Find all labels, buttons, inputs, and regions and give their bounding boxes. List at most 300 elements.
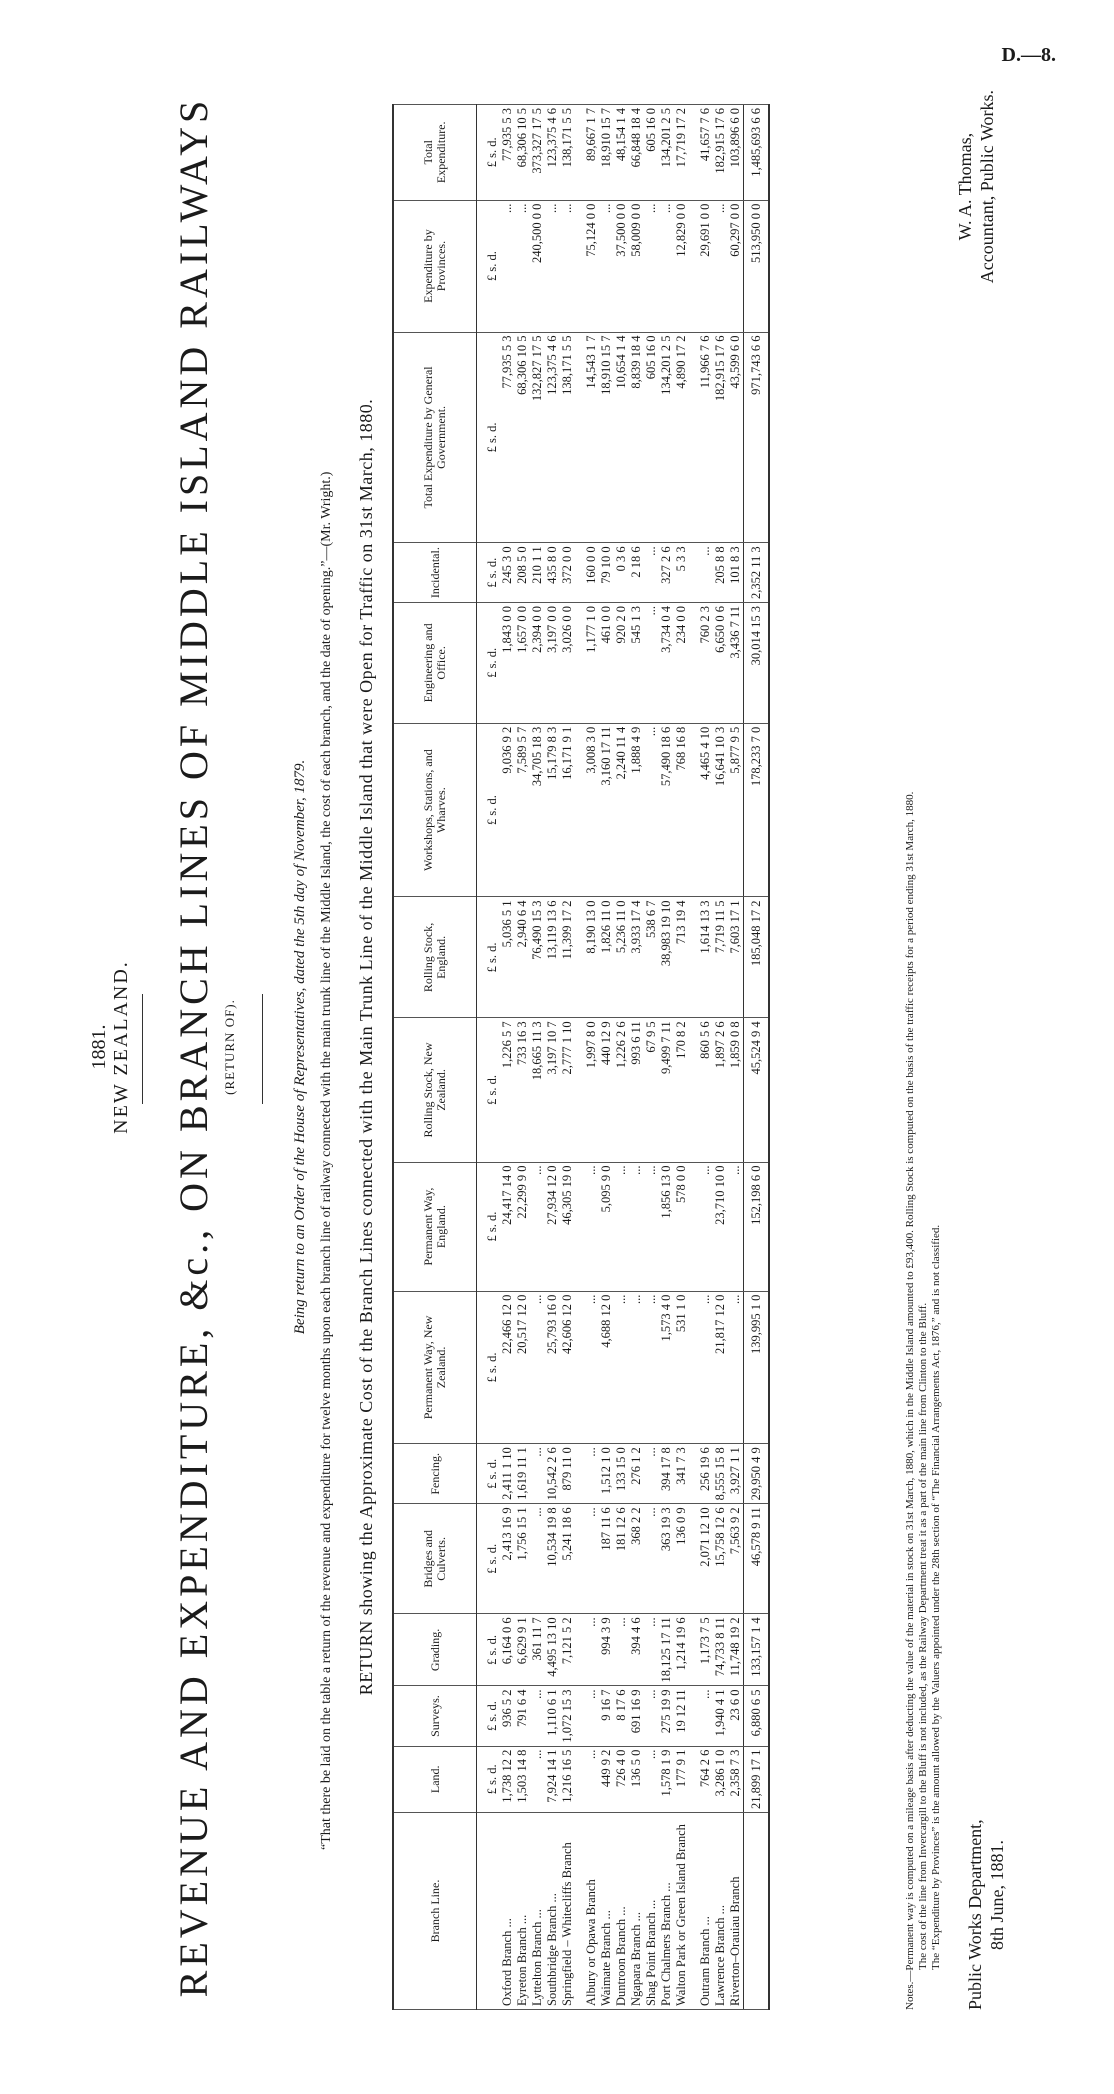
col-permanent-way-england: Permanent Way, England. <box>393 1162 477 1291</box>
table-cell: 5,241 18 6 <box>560 1504 575 1614</box>
total-cell: 139,995 1 0 <box>744 1291 770 1444</box>
table-cell: 5,095 9 0 <box>599 1162 614 1291</box>
units-cell: £ s. d. <box>477 603 501 724</box>
branch-name: Waimate Branch ... <box>599 1813 614 2010</box>
table-cell: ... <box>644 200 659 332</box>
spacer-cell <box>689 1686 698 1746</box>
table-cell: 234 0 0 <box>674 603 689 724</box>
table-cell: 18,910 15 7 <box>599 332 614 543</box>
table-cell: ... <box>584 1686 599 1746</box>
table-cell: 181 12 6 <box>614 1504 629 1614</box>
table-cell: 6,629 9 1 <box>515 1614 530 1686</box>
table-cell: 43,599 6 0 <box>728 332 744 543</box>
table-cell: ... <box>584 1746 599 1812</box>
spacer-cell <box>575 1162 584 1291</box>
units-cell: £ s. d. <box>477 1162 501 1291</box>
branch-lines-table <box>392 104 770 2010</box>
table-cell: ... <box>530 1444 545 1504</box>
table-cell: 368 2 2 <box>629 1504 644 1614</box>
table-row <box>584 105 599 2010</box>
table-cell: 461 0 0 <box>599 603 614 724</box>
table-cell: ... <box>659 200 674 332</box>
table-cell: 12,829 0 0 <box>674 200 689 332</box>
table-cell: 449 9 2 <box>599 1746 614 1812</box>
table-cell: 18,665 11 3 <box>530 1018 545 1162</box>
table-cell: 1,826 11 0 <box>599 897 614 1018</box>
table-caption: RETURN showing the Approximate Cost of the Branch Lines connected with the Main Trunk Line of the Middle Island that were Open for Traffic on 31st March, 1880. <box>356 398 376 1696</box>
department: Public Works Department, <box>965 1819 985 2010</box>
table-cell: ... <box>614 1162 629 1291</box>
spacer-cell <box>575 543 584 603</box>
table-cell: 10,534 19 8 <box>545 1504 560 1614</box>
table-cell: ... <box>530 1746 545 1812</box>
spacer-cell <box>689 200 698 332</box>
branch-name: Port Chalmers Branch ... <box>659 1813 674 2010</box>
signature-block <box>954 90 998 283</box>
note-3: The “Expenditure by Provinces” is the amount allowed by the Valuers appointed under the 28th section of “The Financial Arrangements Act, 1876,” and is not classified. <box>930 1224 942 1970</box>
table-cell: 3,734 0 4 <box>659 603 674 724</box>
table-cell: 578 0 0 <box>674 1162 689 1291</box>
branch-name: Shag Point Branch ... <box>644 1813 659 2010</box>
spacer-cell <box>689 332 698 543</box>
table-cell: 275 19 9 <box>659 1686 674 1746</box>
table-row <box>614 105 629 2010</box>
col-rolling-stock-england: Rolling Stock, England. <box>393 897 477 1018</box>
table-cell: 182,915 17 6 <box>713 105 728 201</box>
spacer-cell <box>575 1444 584 1504</box>
header-rule <box>142 994 143 1104</box>
note-1: Notes.—Permanent way is computed on a mileage basis after deducting the value of the material in stock on 31st March, 1880, which in the Middle Island amounted to £93,400. Rolling Stock is computed on the basis of the traffic receipts for a period ending 31st March, 1880. <box>904 791 916 2010</box>
spacer-row <box>575 105 584 2010</box>
table-cell: 373,327 17 5 <box>530 105 545 201</box>
spacer-cell <box>575 200 584 332</box>
branch-name: Albury or Opawa Branch <box>584 1813 599 2010</box>
table-cell: 2,940 6 4 <box>515 897 530 1018</box>
table-cell: 4,495 13 10 <box>545 1614 560 1686</box>
spacer-cell <box>575 1813 584 2010</box>
table-cell: 16,171 9 1 <box>560 723 575 897</box>
table-cell: ... <box>644 603 659 724</box>
units-cell: £ s. d. <box>477 723 501 897</box>
country: NEW ZEALAND. <box>110 960 132 1134</box>
table-cell: ... <box>584 1162 599 1291</box>
table-cell: ... <box>728 1162 744 1291</box>
table-cell: 6,650 0 6 <box>713 603 728 724</box>
table-cell: 1,614 13 3 <box>698 897 713 1018</box>
total-cell: 185,048 17 2 <box>744 897 770 1018</box>
table-cell: ... <box>530 1686 545 1746</box>
table-cell: 16,641 10 3 <box>713 723 728 897</box>
table-cell: 7,589 5 7 <box>515 723 530 897</box>
table-cell: 1,578 1 9 <box>659 1746 674 1812</box>
table-cell: 22,466 12 0 <box>500 1291 515 1444</box>
table-cell: 545 1 3 <box>629 603 644 724</box>
table-cell: ... <box>530 1162 545 1291</box>
table-cell: 15,758 12 6 <box>713 1504 728 1614</box>
table-cell: 531 1 0 <box>674 1291 689 1444</box>
spacer-cell <box>689 105 698 201</box>
table-cell: 394 4 6 <box>629 1614 644 1686</box>
table-cell: 134,201 2 5 <box>659 332 674 543</box>
table-cell: 1,503 14 8 <box>515 1746 530 1812</box>
table-row <box>659 105 674 2010</box>
spacer-cell <box>575 603 584 724</box>
table-cell: 132,827 17 5 <box>530 332 545 543</box>
units-cell: £ s. d. <box>477 543 501 603</box>
units-cell: £ s. d. <box>477 1504 501 1614</box>
total-cell: 1,485,693 6 6 <box>744 105 770 201</box>
col-engineering-office: Engineering and Office. <box>393 603 477 724</box>
table-cell: 48,154 1 4 <box>614 105 629 201</box>
table-cell: 19 12 11 <box>674 1686 689 1746</box>
branch-name: Oxford Branch ... <box>500 1813 515 2010</box>
table-cell: ... <box>599 200 614 332</box>
table-cell: 7,719 11 5 <box>713 897 728 1018</box>
table-cell: 136 5 0 <box>629 1746 644 1812</box>
table-cell: 67 9 5 <box>644 1018 659 1162</box>
table-row <box>629 105 644 2010</box>
total-cell: 133,157 1 4 <box>744 1614 770 1686</box>
total-cell: 152,198 6 0 <box>744 1162 770 1291</box>
table-row <box>515 105 530 2010</box>
table-cell: 1,512 1 0 <box>599 1444 614 1504</box>
table-cell: 5 3 3 <box>674 543 689 603</box>
table-cell: 1,843 0 0 <box>500 603 515 724</box>
table-cell: ... <box>614 1614 629 1686</box>
table-cell: 1,888 4 9 <box>629 723 644 897</box>
table-cell: 89,667 1 7 <box>584 105 599 201</box>
table-cell: 27,934 12 0 <box>545 1162 560 1291</box>
table-cell: 11,966 7 6 <box>698 332 713 543</box>
table-cell: 37,500 0 0 <box>614 200 629 332</box>
table-cell: 713 19 4 <box>674 897 689 1018</box>
spacer-cell <box>689 603 698 724</box>
table-row <box>728 105 744 2010</box>
table-cell: 2,411 1 10 <box>500 1444 515 1504</box>
table-cell: 4,890 17 2 <box>674 332 689 543</box>
signatory: W. A. Thomas, <box>955 132 975 241</box>
table-cell: 691 16 9 <box>629 1686 644 1746</box>
table-cell: 1,619 11 1 <box>515 1444 530 1504</box>
table-cell: 1,940 4 1 <box>713 1686 728 1746</box>
table-cell: 1,856 13 0 <box>659 1162 674 1291</box>
table-cell: 23,710 10 0 <box>713 1162 728 1291</box>
table-cell: ... <box>698 1686 713 1746</box>
table-cell: ... <box>560 200 575 332</box>
branch-name: Walton Park or Green Island Branch <box>674 1813 689 2010</box>
table-cell: 1,738 12 2 <box>500 1746 515 1812</box>
table-cell: ... <box>644 543 659 603</box>
table-cell: ... <box>584 1504 599 1614</box>
table-cell: 327 2 6 <box>659 543 674 603</box>
total-cell: 971,743 6 6 <box>744 332 770 543</box>
table-cell: 10,654 1 4 <box>614 332 629 543</box>
col-bridges-culverts: Bridges and Culverts. <box>393 1504 477 1614</box>
spacer-cell <box>575 105 584 201</box>
notes <box>904 310 943 2010</box>
table-cell: 435 8 0 <box>545 543 560 603</box>
return-order-line: Being return to an Order of the House of Representatives, dated the 5th day of November, 1879. <box>292 759 308 1335</box>
table-cell: ... <box>644 1614 659 1686</box>
table-cell: ... <box>644 1686 659 1746</box>
total-cell: 513,950 0 0 <box>744 200 770 332</box>
table-row <box>674 105 689 2010</box>
table-cell: 2,413 16 9 <box>500 1504 515 1614</box>
table-cell: 7,924 14 1 <box>545 1746 560 1812</box>
table-cell: 993 6 11 <box>629 1018 644 1162</box>
table-row <box>530 105 545 2010</box>
note-2: The cost of the line from Invercargill to the Bluff is not included, as the Railway Department treat it as a part of the main line from Clinton to the Bluff. <box>917 1302 929 1970</box>
table-cell: 768 16 8 <box>674 723 689 897</box>
total-cell: 2,352 11 3 <box>744 543 770 603</box>
branch-name: Riverton–Orauiau Branch <box>728 1813 744 2010</box>
spacer-cell <box>689 1746 698 1812</box>
table-cell: ... <box>698 543 713 603</box>
col-fencing: Fencing. <box>393 1444 477 1504</box>
spacer-cell <box>575 1614 584 1686</box>
main-title: REVENUE AND EXPENDITURE, &c., ON BRANCH LINES OF MIDDLE ISLAND RAILWAYS <box>171 96 216 1998</box>
table-cell: ... <box>644 1162 659 1291</box>
table-cell: 15,179 8 3 <box>545 723 560 897</box>
totals-label <box>744 1813 770 2010</box>
table-cell: 133 15 0 <box>614 1444 629 1504</box>
table-cell: 11,748 19 2 <box>728 1614 744 1686</box>
table-cell: 2,071 12 10 <box>698 1504 713 1614</box>
total-cell: 21,899 17 1 <box>744 1746 770 1812</box>
table-cell: ... <box>584 1614 599 1686</box>
units-cell: £ s. d. <box>477 1614 501 1686</box>
spacer-cell <box>689 1291 698 1444</box>
table-cell: 1,997 8 0 <box>584 1018 599 1162</box>
table-cell: 860 5 6 <box>698 1018 713 1162</box>
table-cell: 3,008 3 0 <box>584 723 599 897</box>
table-cell: ... <box>530 1504 545 1614</box>
table-cell: 1,173 7 5 <box>698 1614 713 1686</box>
table-cell: 8,839 18 4 <box>629 332 644 543</box>
units-cell: £ s. d. <box>477 1444 501 1504</box>
table-cell: 3,160 17 11 <box>599 723 614 897</box>
table-cell: 182,915 17 6 <box>713 332 728 543</box>
table-cell: 1,657 0 0 <box>515 603 530 724</box>
order-quote: “That there be laid on the table a return of the revenue and expenditure for twelve months upon each branch line of railway connected with the main trunk line of the Middle Island, the cost of each branch, and the date of opening.”—(Mr. Wright.) <box>319 471 334 1850</box>
spacer-cell <box>575 332 584 543</box>
signatory-title: Accountant, Public Works. <box>977 90 997 284</box>
spacer-cell <box>689 543 698 603</box>
units-cell: £ s. d. <box>477 1018 501 1162</box>
table-cell: 38,983 19 10 <box>659 897 674 1018</box>
table-cell: ... <box>644 1504 659 1614</box>
table-cell: 605 16 0 <box>644 332 659 543</box>
table-cell: 134,201 2 5 <box>659 105 674 201</box>
table-cell: 79 10 0 <box>599 543 614 603</box>
units-cell: £ s. d. <box>477 1746 501 1812</box>
table-cell: 138,171 5 5 <box>560 332 575 543</box>
table-cell: 17,719 17 2 <box>674 105 689 201</box>
table-cell: 22,299 9 0 <box>515 1162 530 1291</box>
col-rolling-stock-nz: Rolling Stock, New Zealand. <box>393 1018 477 1162</box>
table-cell: ... <box>644 1444 659 1504</box>
table-cell: 187 11 6 <box>599 1504 614 1614</box>
branch-name: Lawrence Branch ... <box>713 1813 728 2010</box>
table-cell: ... <box>584 1291 599 1444</box>
table-cell: 341 7 3 <box>674 1444 689 1504</box>
table-cell: 8 17 6 <box>614 1686 629 1746</box>
table-cell: 18,125 17 11 <box>659 1614 674 1686</box>
table-cell: ... <box>530 1291 545 1444</box>
table-cell: 160 0 0 <box>584 543 599 603</box>
table-cell: 18,910 15 7 <box>599 105 614 201</box>
branch-name: Ngapara Branch ... <box>629 1813 644 2010</box>
table-cell: 440 12 9 <box>599 1018 614 1162</box>
table-cell: 8,190 13 0 <box>584 897 599 1018</box>
table-cell: 101 8 3 <box>728 543 744 603</box>
table-cell: 3,197 10 7 <box>545 1018 560 1162</box>
table-row <box>500 105 515 2010</box>
spacer-row <box>689 105 698 2010</box>
col-permanent-way-nz: Permanent Way, New Zealand. <box>393 1291 477 1444</box>
table-cell: 8,555 15 8 <box>713 1444 728 1504</box>
table-cell: 25,793 16 0 <box>545 1291 560 1444</box>
spacer-cell <box>689 723 698 897</box>
table-cell: 1,216 16 5 <box>560 1746 575 1812</box>
col-total-general-govt: Total Expenditure by General Government. <box>393 332 477 543</box>
table-cell: 20,517 12 0 <box>515 1291 530 1444</box>
table-cell: 23 6 0 <box>728 1686 744 1746</box>
table-cell: 764 2 6 <box>698 1746 713 1812</box>
units-row <box>477 105 501 2010</box>
table-cell: 210 1 1 <box>530 543 545 603</box>
table-cell: ... <box>698 1291 713 1444</box>
col-land: Land. <box>393 1746 477 1812</box>
units-cell: £ s. d. <box>477 1291 501 1444</box>
table-cell: ... <box>500 200 515 332</box>
table-cell: 21,817 12 0 <box>713 1291 728 1444</box>
branch-name: Lyttelton Branch ... <box>530 1813 545 2010</box>
table-cell: ... <box>629 1162 644 1291</box>
table-cell: 879 11 0 <box>560 1444 575 1504</box>
col-branch-line: Branch Line. <box>393 1813 477 2010</box>
table-cell: 60,297 0 0 <box>728 200 744 332</box>
table-cell: 205 8 8 <box>713 543 728 603</box>
table-cell: 24,417 14 0 <box>500 1162 515 1291</box>
table-cell: 5,036 5 1 <box>500 897 515 1018</box>
table-cell: 605 16 0 <box>644 105 659 201</box>
table-cell: 2,394 0 0 <box>530 603 545 724</box>
table-cell: 538 6 7 <box>644 897 659 1018</box>
table-cell: 77,935 5 3 <box>500 332 515 543</box>
col-total-expenditure: Total Expenditure. <box>393 105 477 201</box>
spacer-cell <box>689 1162 698 1291</box>
total-cell: 6,880 6 5 <box>744 1686 770 1746</box>
table-cell: 75,124 0 0 <box>584 200 599 332</box>
spacer-cell <box>689 1018 698 1162</box>
table-cell: 9,036 9 2 <box>500 723 515 897</box>
table-cell: 10,542 2 6 <box>545 1444 560 1504</box>
branch-name: Outram Branch ... <box>698 1813 713 2010</box>
table-cell: 920 2 0 <box>614 603 629 724</box>
branch-name: Eyreton Branch ... <box>515 1813 530 2010</box>
table-row <box>698 105 713 2010</box>
table-cell: ... <box>584 1444 599 1504</box>
table-cell: 1,226 2 6 <box>614 1018 629 1162</box>
table-cell: 372 0 0 <box>560 543 575 603</box>
table-cell: 41,657 7 6 <box>698 105 713 201</box>
table-cell: 103,896 6 0 <box>728 105 744 201</box>
table-cell: 58,009 0 0 <box>629 200 644 332</box>
table-cell: ... <box>728 1291 744 1444</box>
totals-row <box>744 105 770 2010</box>
subtitle: (RETURN OF). <box>222 999 237 1095</box>
spacer-cell <box>689 897 698 1018</box>
table-cell: 46,305 19 0 <box>560 1162 575 1291</box>
units-cell <box>477 1813 501 2010</box>
total-cell: 29,950 4 9 <box>744 1444 770 1504</box>
table-cell: 361 11 7 <box>530 1614 545 1686</box>
table-cell: 5,877 9 5 <box>728 723 744 897</box>
table-cell: 4,688 12 0 <box>599 1291 614 1444</box>
table-cell: 760 2 3 <box>698 603 713 724</box>
table-cell: 2 18 6 <box>629 543 644 603</box>
table-cell: ... <box>698 1162 713 1291</box>
table-cell: 2,240 11 4 <box>614 723 629 897</box>
table-cell: 9,499 7 11 <box>659 1018 674 1162</box>
title-rule <box>262 994 263 1104</box>
table-cell: 276 1 2 <box>629 1444 644 1504</box>
col-incidental: Incidental. <box>393 543 477 603</box>
table-cell: 245 3 0 <box>500 543 515 603</box>
branch-name: Southbridge Branch ... <box>545 1813 560 2010</box>
table-cell: 123,375 4 6 <box>545 332 560 543</box>
table-cell: ... <box>644 1746 659 1812</box>
table-cell: 1,859 0 8 <box>728 1018 744 1162</box>
total-cell: 178,233 7 0 <box>744 723 770 897</box>
table-cell: 42,606 12 0 <box>560 1291 575 1444</box>
spacer-cell <box>575 897 584 1018</box>
table-cell: 256 19 6 <box>698 1444 713 1504</box>
table-cell: 7,563 9 2 <box>728 1504 744 1614</box>
spacer-cell <box>575 1291 584 1444</box>
spacer-cell <box>575 1686 584 1746</box>
table-cell: 2,358 7 3 <box>728 1746 744 1812</box>
spacer-cell <box>689 1444 698 1504</box>
table-cell: 177 9 1 <box>674 1746 689 1812</box>
table-cell: 66,848 18 4 <box>629 105 644 201</box>
table-row <box>599 105 614 2010</box>
table-cell: 1,072 15 3 <box>560 1686 575 1746</box>
table-cell: 3,436 7 11 <box>728 603 744 724</box>
total-cell: 30,014 15 3 <box>744 603 770 724</box>
department-block <box>964 1819 1008 2010</box>
table-cell: 3,197 0 0 <box>545 603 560 724</box>
col-grading: Grading. <box>393 1614 477 1686</box>
spacer-cell <box>689 1504 698 1614</box>
table-cell: 34,705 18 3 <box>530 723 545 897</box>
table-cell: 76,490 15 3 <box>530 897 545 1018</box>
table-header-row <box>393 105 477 2010</box>
col-expenditure-provinces: Expenditure by Provinces. <box>393 200 477 332</box>
table-cell: 6,164 0 6 <box>500 1614 515 1686</box>
table-cell: 4,465 4 10 <box>698 723 713 897</box>
col-surveys: Surveys. <box>393 1686 477 1746</box>
table-cell: 9 16 7 <box>599 1686 614 1746</box>
units-cell: £ s. d. <box>477 105 501 201</box>
table-cell: 3,927 1 1 <box>728 1444 744 1504</box>
table-cell: 936 5 2 <box>500 1686 515 1746</box>
table-cell: 208 5 0 <box>515 543 530 603</box>
table-cell: ... <box>545 200 560 332</box>
spacer-cell <box>689 1614 698 1686</box>
table-cell: 29,691 0 0 <box>698 200 713 332</box>
